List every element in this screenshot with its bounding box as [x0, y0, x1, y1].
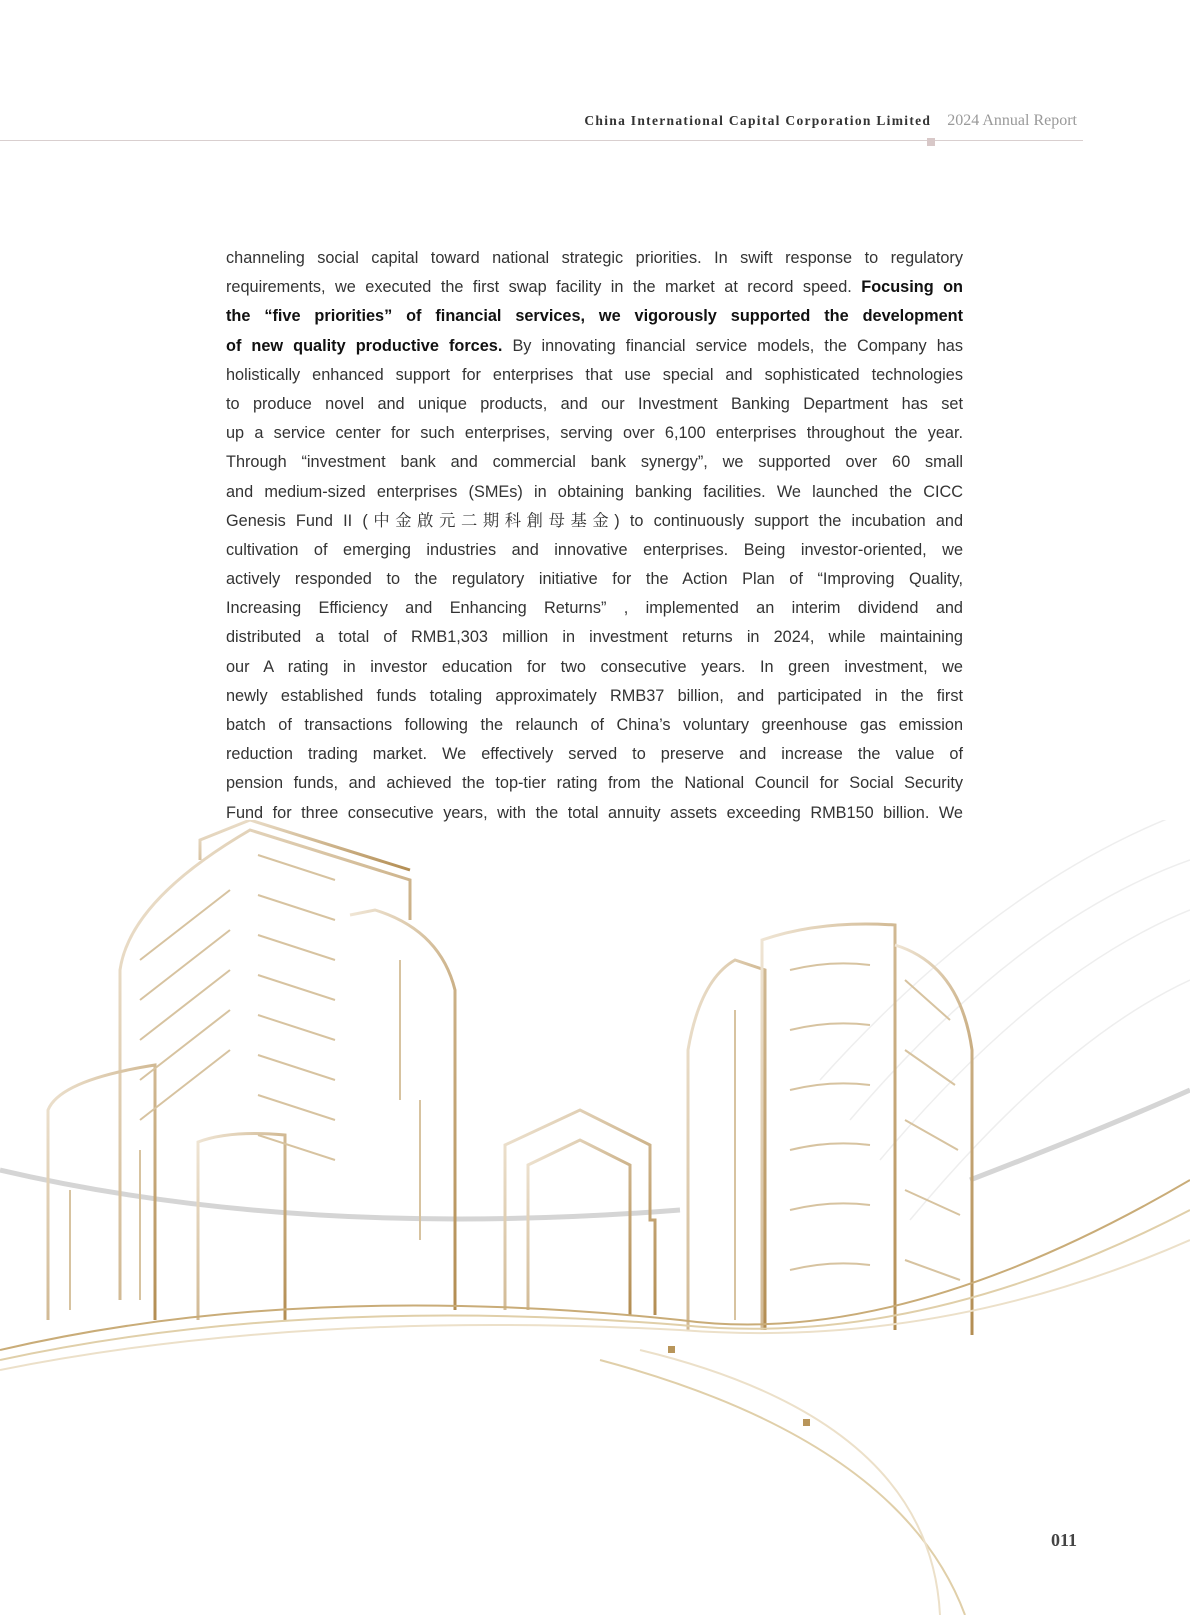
- header-divider-marker: [927, 138, 935, 146]
- text-segment: Genesis Fund II (中金啟元二期科創母基金) to continuously support the incubation and: [226, 511, 963, 530]
- text-line: [226, 653, 963, 682]
- grey-road: [0, 1170, 680, 1219]
- background-arcs: [820, 820, 1190, 1220]
- text-segment: our A rating in investor education for two consecutive years. In green investment, we: [226, 657, 963, 676]
- city-buildings-illustration: [0, 820, 1190, 1615]
- building-right-2: [762, 924, 895, 1330]
- text-segment: newly established funds totaling approximately RMB37 billion, and participated in the first: [226, 686, 963, 705]
- text-segment: distributed a total of RMB1,303 million in investment returns in 2024, while maintaining: [226, 628, 963, 647]
- bold-text-segment: the “five priorities” of financial services, we vigorously supported the development: [226, 307, 963, 326]
- text-line: [226, 244, 963, 273]
- running-header: [584, 112, 1077, 130]
- text-segment: to produce novel and unique products, and our Investment Banking Department has set: [226, 394, 963, 413]
- text-segment: By innovating financial service models, the Company has: [502, 336, 963, 355]
- header-company-name: China International Capital Corporation Limited: [584, 113, 932, 128]
- text-segment: requirements, we executed the first swap facility in the market at record speed.: [226, 278, 862, 297]
- grey-road-right: [970, 1090, 1190, 1180]
- text-line: [226, 332, 963, 361]
- text-segment: Through “investment bank and commercial bank synergy”, we supported over 60 small: [226, 453, 963, 472]
- page-number: 011: [1050, 1530, 1077, 1550]
- text-segment: holistically enhanced support for enterprises that use special and sophisticated technologies: [226, 365, 963, 384]
- text-line: [226, 565, 963, 594]
- text-segment: pension funds, and achieved the top-tier rating from the National Council for Social Security: [226, 774, 963, 793]
- text-line: [226, 711, 963, 740]
- text-line: [226, 448, 963, 477]
- header-report-title: 2024 Annual Report: [947, 112, 1077, 129]
- text-line: [226, 623, 963, 652]
- text-line: [226, 390, 963, 419]
- text-segment: actively responded to the regulatory initiative for the Action Plan of “Improving Quality,: [226, 570, 963, 589]
- bold-text-segment: of new quality productive forces.: [226, 336, 503, 355]
- text-segment: cultivation of emerging industries and innovative enterprises. Being investor-oriented, we: [226, 540, 963, 559]
- building-tower-left: [120, 830, 410, 1300]
- text-line: [226, 536, 963, 565]
- text-segment: up a service center for such enterprises, serving over 6,100 enterprises throughout the year.: [226, 424, 963, 443]
- road-marker-2: [803, 1419, 810, 1426]
- text-segment: Fund for three consecutive years, with the total annuity assets exceeding RMB150 billion. We: [226, 803, 963, 822]
- header-divider: [0, 140, 1083, 141]
- text-line: [226, 507, 963, 536]
- building-right-3: [895, 945, 972, 1335]
- text-segment: and medium-sized enterprises (SMEs) in obtaining banking facilities. We launched the CICC: [226, 482, 963, 501]
- text-line: [226, 594, 963, 623]
- bold-text-segment: Focusing on: [861, 278, 963, 297]
- text-line: [226, 361, 963, 390]
- text-line: [226, 478, 963, 507]
- text-line: [226, 682, 963, 711]
- building-right-1: [688, 960, 765, 1330]
- text-line: [226, 419, 963, 448]
- text-segment: batch of transactions following the relaunch of China’s voluntary greenhouse gas emission: [226, 716, 963, 734]
- body-paragraph: [226, 244, 963, 828]
- text-line: [226, 302, 963, 331]
- text-segment: Increasing Efficiency and Enhancing Returns” , implemented an interim dividend and: [226, 599, 963, 618]
- text-line: [226, 740, 963, 769]
- text-segment: channeling social capital toward national strategic priorities. In swift response to regulatory: [226, 249, 963, 267]
- building-low-2: [198, 1134, 285, 1320]
- text-line: [226, 769, 963, 798]
- text-line: [226, 273, 963, 302]
- ground-curves: [0, 1180, 1190, 1615]
- text-segment: reduction trading market. We effectively served to preserve and increase the value of: [226, 745, 963, 764]
- road-marker: [668, 1346, 675, 1353]
- building-tower-2: [350, 910, 455, 1310]
